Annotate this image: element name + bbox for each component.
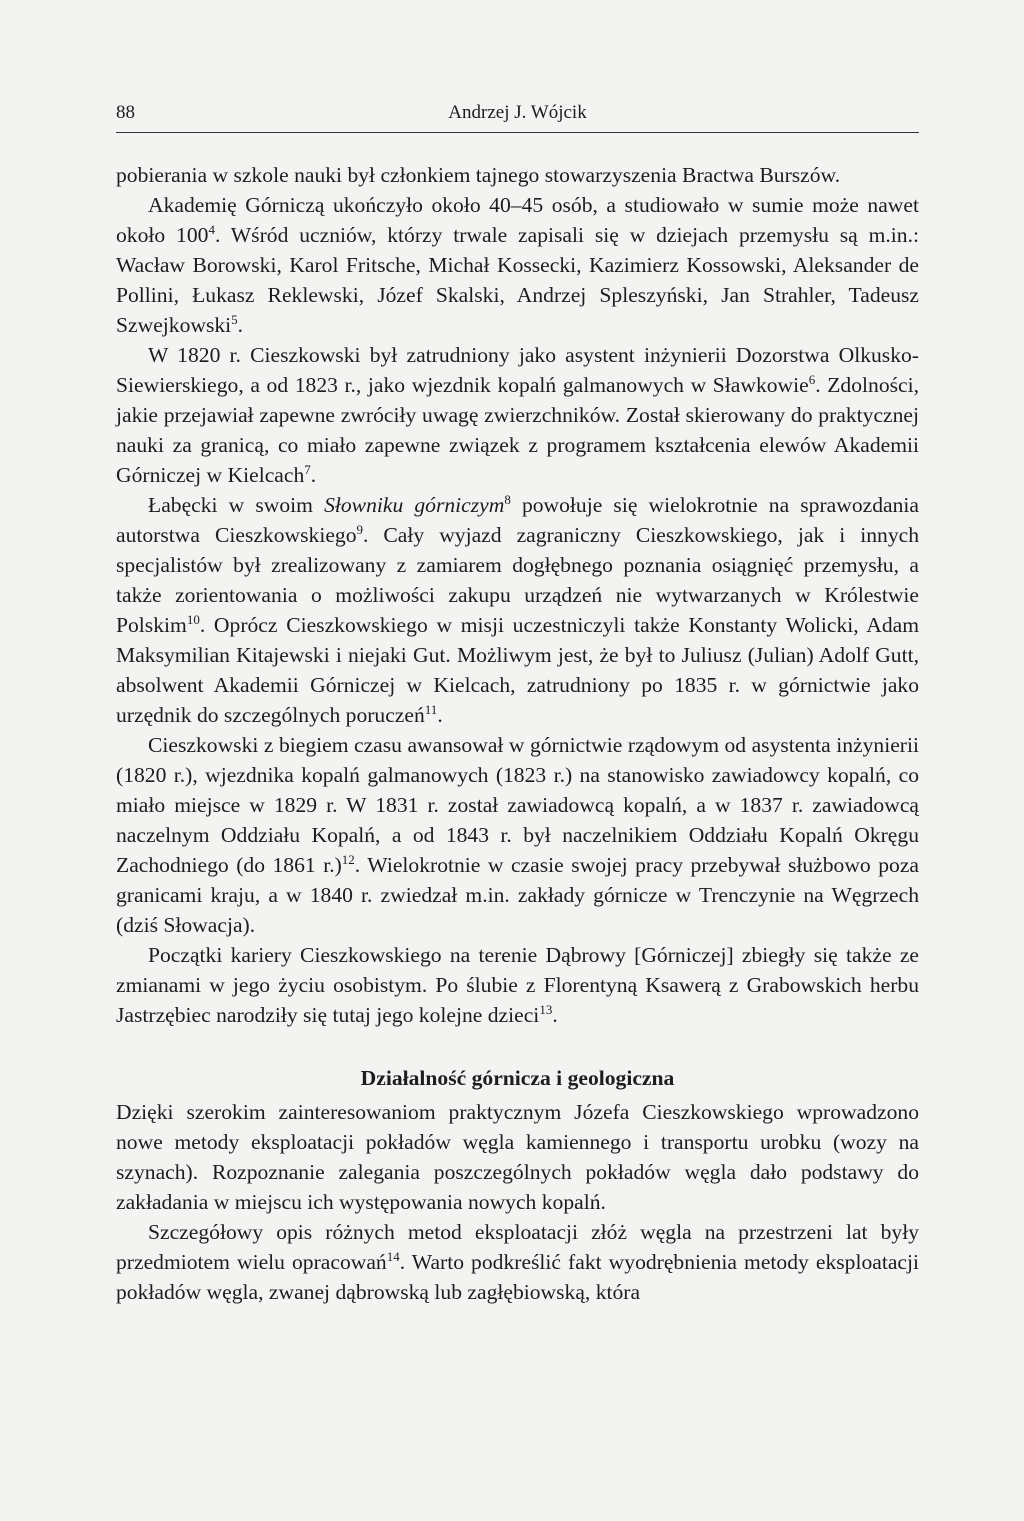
section-heading: Działalność górnicza i geologiczna xyxy=(360,1066,675,1090)
paragraph xyxy=(116,340,919,490)
text-run: Początki kariery Cieszkowskiego na terenie Dąbrowy [Górniczej] zbiegły się także ze zmianami w jego życiu osobistym. Po ślubie z Florentyną Ksawerą z Grabowskich herbu Jastrzębiec narodziły się tutaj jego kolejne dzieci xyxy=(116,943,919,1027)
footnote-ref: 14 xyxy=(386,1249,400,1264)
footnote-ref: 12 xyxy=(341,852,355,867)
body-text xyxy=(116,160,919,1307)
footnote-ref: 10 xyxy=(186,612,200,627)
footnote-ref: 5 xyxy=(231,312,238,327)
text-run: . xyxy=(437,703,443,727)
text-run: . Warto podkreślić fakt wyodrębnienia metody eksploatacji pokładów węgla, zwanej dąbrowską lub zagłębiowską, która xyxy=(116,1250,919,1304)
text-run: . xyxy=(237,313,244,337)
italic-title: Słowniku górniczym xyxy=(324,493,505,517)
text-run: . xyxy=(310,463,317,487)
paragraph xyxy=(116,940,919,1030)
text-run: W 1820 r. Cieszkowski był zatrudniony jako asystent inżynierii Dozorstwa Olkusko-Siewierskiego, a od 1823 r., jako wjezdnik kopalń galmanowych w Sławkowie xyxy=(116,343,919,397)
footnote-ref: 13 xyxy=(539,1002,553,1017)
footnote-ref: 7 xyxy=(304,462,311,477)
footnote-ref: 4 xyxy=(208,222,215,237)
text-run: pobierania w szkole nauki był członkiem tajnego stowarzyszenia Bractwa Burszów. xyxy=(116,163,841,187)
paragraph xyxy=(116,190,919,340)
header-rule xyxy=(116,132,919,133)
footnote-ref: 8 xyxy=(504,492,511,507)
text-run: powołuje się wielokrotnie na sprawozdania autorstwa Cieszkowskiego xyxy=(116,493,919,547)
text-run: Szczegółowy opis różnych metod eksploatacji złóż węgla na przestrzeni lat były przedmiotem wielu opracowań xyxy=(116,1220,919,1274)
running-head xyxy=(116,102,919,130)
paragraph xyxy=(116,160,919,190)
text-run: . Zdolności, jakie przejawiał zapewne zwróciły uwagę zwierzchników. Został skierowany do praktycznej nauki za granicą, co miało zapewne związek z programem kształcenia elewów Akademii Górniczej w Kielcach xyxy=(116,373,920,487)
text-run: Dzięki szerokim zainteresowaniom praktycznym Józefa Cieszkowskiego wprowadzono nowe metody eksploatacji pokładów węgla kamiennego i transportu urobku (wozy na szynach). Rozpoznanie zalegania poszczególnych pokładów węgla dało podstawy do zakładania w miejscu ich występowania nowych kopalń. xyxy=(116,1100,919,1214)
paragraph xyxy=(116,1217,919,1307)
paragraph xyxy=(116,490,919,730)
text-run: . Cały wyjazd zagraniczny Cieszkowskiego, jak i innych specjalistów był zrealizowany z zamiarem dogłębnego poznania osiągnięć przemysłu, a także zorientowania o możliwości zakupu urządzeń nie wytwarzanych w Królestwie Polskim xyxy=(116,523,919,637)
page-number: 88 xyxy=(116,102,135,123)
section-spacer xyxy=(116,1030,919,1063)
paragraph xyxy=(116,730,919,940)
paragraph xyxy=(116,1097,919,1217)
footnote-ref: 9 xyxy=(356,522,363,537)
footnote-ref: 11 xyxy=(424,702,438,717)
running-head-author: Andrzej J. Wójcik xyxy=(448,102,587,123)
text-run: Akademię Górniczą ukończyło około 40–45 osób, a studiowało w sumie może nawet około 100 xyxy=(116,193,919,247)
text-run: . Oprócz Cieszkowskiego w misji uczestniczyli także Konstanty Wolicki, Adam Maksymilian Kitajewski i niejaki Gut. Możliwym jest, że był to Juliusz (Julian) Adolf Gutt, absolwent Akademii Górniczej w Kielcach, zatrudniony po 1835 r. w górnictwie jako urzędnik do szczególnych poruczeń xyxy=(116,613,919,727)
text-run: . Wśród uczniów, którzy trwale zapisali się w dziejach przemysłu są m.in.: Wacław Borowski, Karol Fritsche, Michał Kossecki, Kazimierz Kossowski, Aleksander de Pollini, Łukasz Reklewski, Józef Skalski, Andrzej Spleszyński, Jan Strahler, Tadeusz Szwejkowski xyxy=(116,223,919,337)
text-run: . xyxy=(552,1003,558,1027)
text-run: . Wielokrotnie w czasie swojej pracy przebywał służbowo poza granicami kraju, a w 1840 r. zwiedzał m.in. zakłady górnicze w Trenczynie na Węgrzech (dziś Słowacja). xyxy=(116,853,919,937)
text-run: Łabęcki w swoim xyxy=(148,493,325,517)
text-run: Cieszkowski z biegiem czasu awansował w górnictwie rządowym od asystenta inżynierii (1820 r.), wjezdnika kopalń galmanowych (1823 r.) na stanowisko zawiadowcy kopalń, co miało miejsce w 1829 r. W 1831 r. został zawiadowcą kopalń, a w 1837 r. zawiadowcą naczelnym Oddziału Kopalń, a od 1843 r. był naczelnikiem Oddziału Kopalń Okręgu Zachodniego (do 1861 r.) xyxy=(116,733,919,877)
footnote-ref: 6 xyxy=(808,372,816,387)
